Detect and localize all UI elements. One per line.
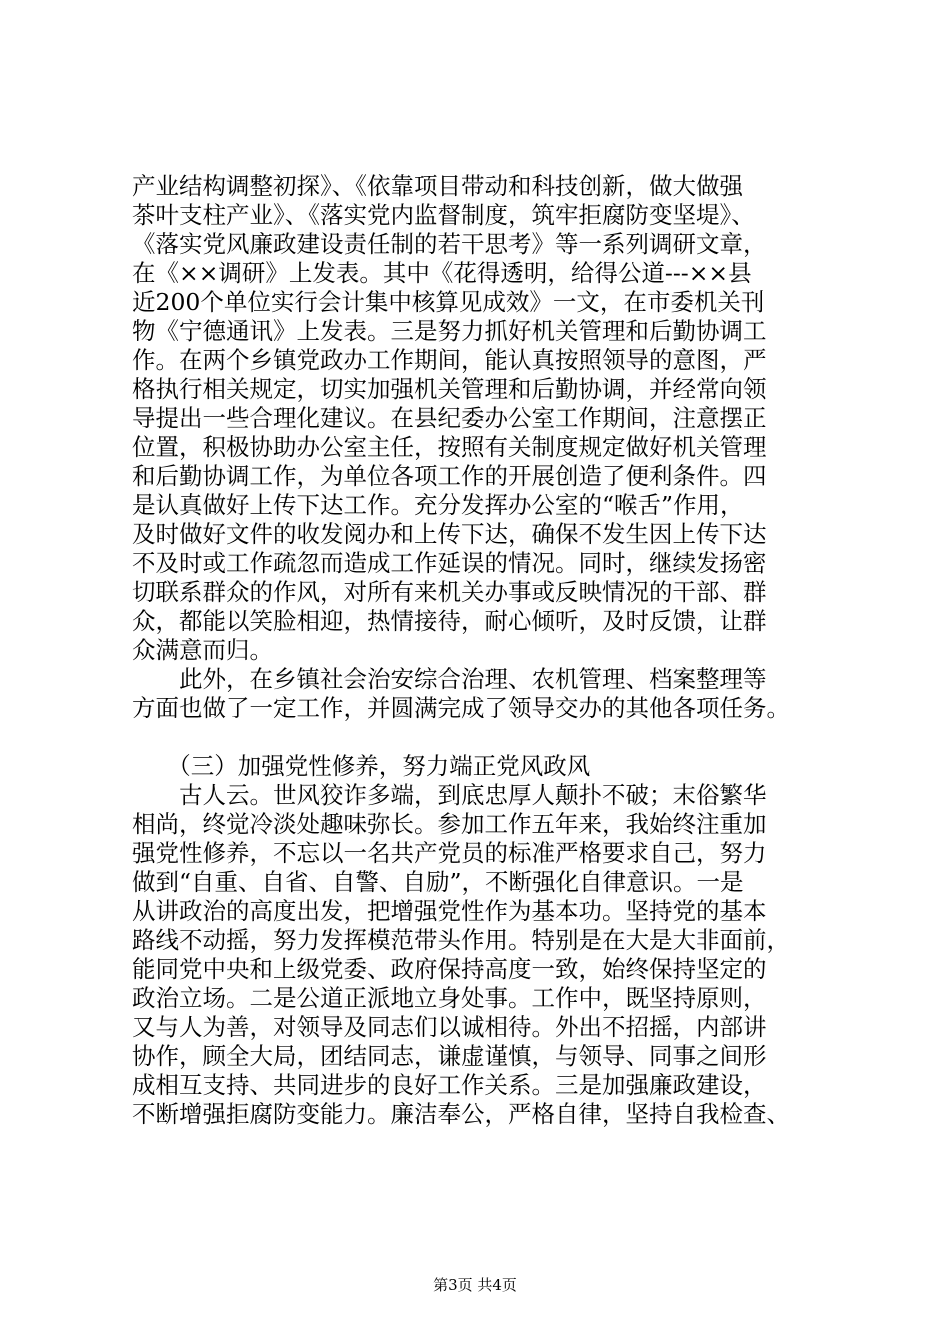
- page-footer: 第3页 共4页: [433, 1276, 517, 1294]
- text-line: 物《宁德通讯》上发表。三是努力抓好机关管理和后勤协调工: [132, 317, 767, 345]
- text-line: 格执行相关规定，切实加强机关管理和后勤协调，并经常向领: [132, 375, 767, 403]
- text-line: 及时做好文件的收发阅办和上传下达，确保不发生因上传下达: [132, 520, 767, 548]
- text-line: 导提出一些合理化建议。在县纪委办公室工作期间，注意摆正: [132, 404, 767, 432]
- text-line: 相尚，终觉冷淡处趣味弥长。参加工作五年来，我始终注重加: [132, 810, 767, 838]
- text-line: 位置，积极协助办公室主任，按照有关制度规定做好机关管理: [132, 433, 767, 461]
- text-line: 强党性修养，不忘以一名共产党员的标准严格要求自己，努力: [132, 839, 767, 867]
- text-line: 茶叶支柱产业》、《落实党内监督制度，筑牢拒腐防变坚堤》、: [132, 201, 755, 229]
- text-line: 又与人为善，对领导及同志们以诚相待。外出不招摇，内部讲: [132, 1013, 767, 1041]
- text-line: （三）加强党性修养，努力端正党风政风: [132, 752, 591, 780]
- text-line: 产业结构调整初探》、《依靠项目带动和科技创新，做大做强: [132, 172, 743, 200]
- text-line: 古人云。世风狡诈多端，到底忠厚人颠扑不破；末俗繁华: [132, 781, 767, 809]
- text-line: 切联系群众的作风，对所有来机关办事或反映情况的干部、群: [132, 578, 767, 606]
- text-line: 和后勤协调工作，为单位各项工作的开展创造了便利条件。四: [132, 462, 767, 490]
- text-line: 众，都能以笑脸相迎，热情接待，耐心倾听，及时反馈，让群: [132, 607, 767, 635]
- text-line: 路线不动摇，努力发挥模范带头作用。特别是在大是大非面前，: [132, 926, 790, 954]
- text-line: 能同党中央和上级党委、政府保持高度一致，始终保持坚定的: [132, 955, 767, 983]
- text-line: 《落实党风廉政建设责任制的若干思考》等一系列调研文章，: [132, 230, 767, 258]
- text-line: 做到“自重、自省、自警、自励”，不断强化自律意识。一是: [132, 868, 744, 896]
- text-line: 协作，顾全大局，团结同志，谦虚谨慎，与领导、同事之间形: [132, 1042, 767, 1070]
- text-line: 此外，在乡镇社会治安综合治理、农机管理、档案整理等: [132, 665, 767, 693]
- text-line: 是认真做好上传下达工作。充分发挥办公室的“喉舌”作用，: [132, 491, 744, 519]
- text-line: 成相互支持、共同进步的良好工作关系。三是加强廉政建设，: [132, 1071, 767, 1099]
- text-line: 方面也做了一定工作，并圆满完成了领导交办的其他各项任务。: [132, 694, 790, 722]
- text-line: 作。在两个乡镇党政办工作期间，能认真按照领导的意图，严: [132, 346, 767, 374]
- text-line: 不及时或工作疏忽而造成工作延误的情况。同时，继续发扬密: [132, 549, 767, 577]
- body-text: [132, 172, 832, 1129]
- text-line: 众满意而归。: [132, 636, 273, 664]
- blank-line: [132, 723, 832, 752]
- text-line: 在《××调研》上发表。其中《花得透明，给得公道---××县: [132, 259, 752, 287]
- text-line: 近200个单位实行会计集中核算见成效》一文，在市委机关刊: [132, 288, 765, 316]
- text-line: 政治立场。二是公道正派地立身处事。工作中，既坚持原则，: [132, 984, 767, 1012]
- text-line: 不断增强拒腐防变能力。廉洁奉公，严格自律，坚持自我检查、: [132, 1100, 790, 1128]
- text-line: 从讲政治的高度出发，把增强党性作为基本功。坚持党的基本: [132, 897, 767, 925]
